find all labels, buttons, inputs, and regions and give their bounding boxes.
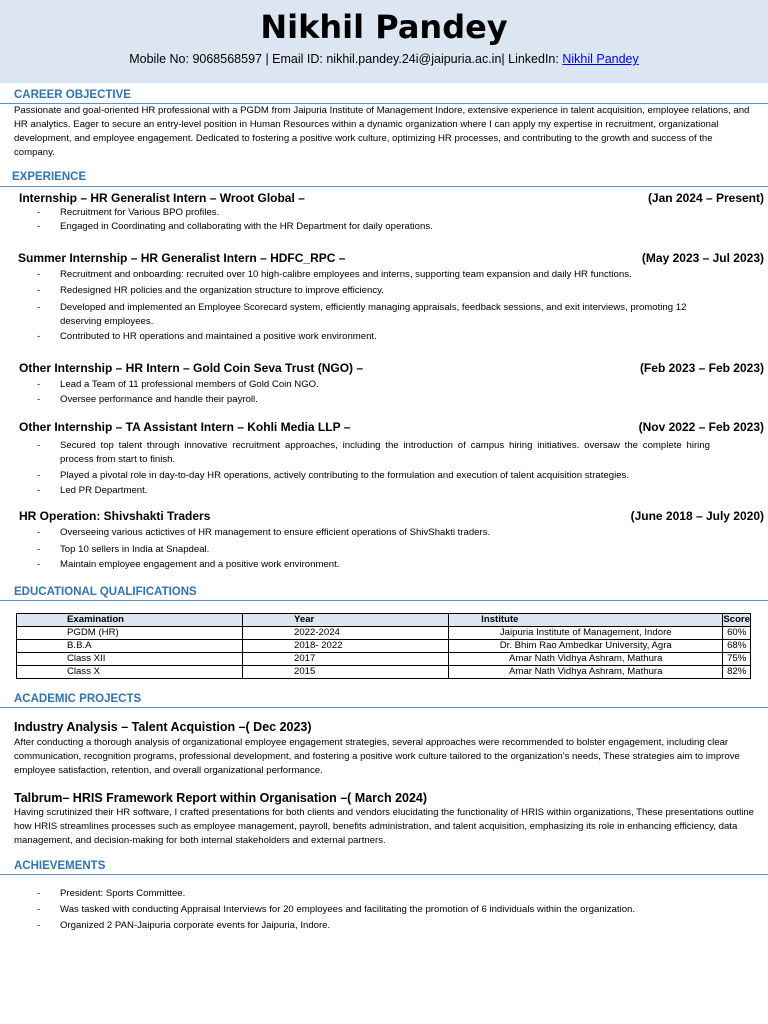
job-title: HR Operation: Shivshakti Traders xyxy=(19,509,211,523)
table-cell: PGDM (HR) xyxy=(17,627,243,640)
section-divider xyxy=(0,600,768,601)
column-header: Examination xyxy=(17,614,243,627)
job-title: Other Internship – TA Assistant Intern – Kohli Media LLP – xyxy=(19,420,351,434)
section-divider xyxy=(0,707,768,708)
job-title: Internship – HR Generalist Intern – Wroot Global – xyxy=(19,191,305,205)
bullet-dash: - xyxy=(37,331,41,342)
section-title-academic-projects: ACADEMIC PROJECTS xyxy=(14,693,142,705)
bullet-dash: - xyxy=(37,285,41,296)
job-dates: (Jan 2024 – Present) xyxy=(647,191,764,205)
project-description: After conducting a thorough analysis of organizational employee engagement strategies, several approaches were recommended to bolster engagement, including clear communication, recognition programs, professional development, and fostering a positive work culture tailored to the organization's needs, These strategies aim to improve employee satisfaction, retention, and overall organizational performance. xyxy=(14,737,740,776)
list-item-text: Redesigned HR policies and the organization structure to improve efficiency. xyxy=(60,285,384,296)
job-dates: (June 2018 – July 2020) xyxy=(630,509,764,523)
section-title-education: EDUCATIONAL QUALIFICATIONS xyxy=(14,586,197,598)
bullet-dash: - xyxy=(37,527,41,538)
table-row xyxy=(17,627,751,640)
table-cell: Amar Nath Vidhya Ashram, Mathura xyxy=(449,666,723,679)
bullet-dash: - xyxy=(37,379,41,390)
list-item-text: Developed and implemented an Employee Scorecard system, efficiently managing appraisals, feedback sessions, and exit interviews, promoting 12 deserving employees. xyxy=(60,302,687,327)
table-cell: 60% xyxy=(723,627,751,640)
bullet-dash: - xyxy=(37,207,41,218)
list-item-text: Top 10 sellers in India at Snapdeal. xyxy=(60,544,210,555)
table-cell: Amar Nath Vidhya Ashram, Mathura xyxy=(449,653,723,666)
table-cell: 2022-2024 xyxy=(242,627,448,640)
bullet-dash: - xyxy=(37,888,41,899)
table-row xyxy=(17,640,751,653)
job-dates: (May 2023 – Jul 2023) xyxy=(641,251,764,265)
table-cell: Class XII xyxy=(17,653,243,666)
list-item-text: Organized 2 PAN-Jaipuria corporate events for Jaipuria, Indore. xyxy=(60,920,331,931)
project-title: Talbrum– HRIS Framework Report within Organisation –( March 2024) xyxy=(14,791,428,805)
section-title-career-objective: CAREER OBJECTIVE xyxy=(14,89,131,101)
contact-details: Mobile No: 9068568597 | Email ID: nikhil.pandey.24i@jaipuria.ac.in| LinkedIn: xyxy=(129,52,563,66)
bullet-dash: - xyxy=(37,269,41,280)
job-title: Summer Internship – HR Generalist Intern – HDFC_RPC – xyxy=(18,251,346,265)
table-cell: Jaipuria Institute of Management, Indore xyxy=(449,627,723,640)
table-cell: 68% xyxy=(723,640,751,653)
linkedin-link[interactable]: Nikhil Pandey xyxy=(562,52,639,66)
candidate-name: Nikhil Pandey xyxy=(260,8,508,46)
list-item-text: Led PR Department. xyxy=(60,485,148,496)
bullet-dash: - xyxy=(37,920,41,931)
column-header: Score xyxy=(723,614,750,625)
table-cell: 75% xyxy=(723,653,751,666)
job-dates: (Nov 2022 – Feb 2023) xyxy=(638,420,764,434)
bullet-dash: - xyxy=(37,440,41,451)
project-title: Industry Analysis – Talent Acquistion –( Dec 2023) xyxy=(14,720,312,734)
list-item-text: Recruitment for Various BPO profiles. xyxy=(60,207,220,218)
bullet-dash: - xyxy=(37,485,41,496)
table-row xyxy=(17,653,751,666)
section-divider xyxy=(0,186,768,187)
table-cell: 2015 xyxy=(242,666,448,679)
list-item-text: Was tasked with conducting Appraisal Interviews for 20 employees and facilitating the promotion of 6 individuals within the organization. xyxy=(60,904,636,915)
section-title-experience: EXPERIENCE xyxy=(12,171,87,183)
contact-line xyxy=(0,52,768,66)
table-cell: Dr. Bhim Rao Ambedkar University, Agra xyxy=(449,640,723,653)
section-divider xyxy=(0,874,768,875)
list-item-text: Played a pivotal role in day-to-day HR operations, actively contributing to the formulation and execution of talent acquisition strategies. xyxy=(60,470,630,481)
list-item-text: Overseeing various actictives of HR management to ensure efficient operations of ShivShakti traders. xyxy=(60,527,491,538)
bullet-dash: - xyxy=(37,302,41,313)
list-item-text: Maintain employee engagement and a positive work environment. xyxy=(60,559,340,570)
education-table xyxy=(16,613,751,679)
bullet-dash: - xyxy=(37,470,41,481)
job-dates: (Feb 2023 – Feb 2023) xyxy=(639,361,764,375)
column-header: Year xyxy=(242,614,448,627)
table-cell: 2018- 2022 xyxy=(242,640,448,653)
section-title-achievements: ACHIEVEMENTS xyxy=(14,860,106,872)
job-title: Other Internship – HR Intern – Gold Coin Seva Trust (NGO) – xyxy=(19,361,364,375)
table-cell: 82% xyxy=(723,666,751,679)
table-cell: 2017 xyxy=(242,653,448,666)
table-row xyxy=(17,666,751,679)
bullet-dash: - xyxy=(37,221,41,232)
bullet-dash: - xyxy=(37,544,41,555)
list-item-text: President: Sports Committee. xyxy=(60,888,186,899)
bullet-dash: - xyxy=(37,559,41,570)
table-cell: B.B.A xyxy=(17,640,243,653)
column-header: Institute xyxy=(449,614,723,627)
list-item-text: Engaged in Coordinating and collaborating with the HR Department for daily operations. xyxy=(60,221,433,232)
list-item-text: Secured top talent through innovative recruitment approaches, including the introduction of campus hiring initiatives. oversaw the complete hiring process from start to finish. xyxy=(60,440,710,465)
table-cell: Class X xyxy=(17,666,243,679)
list-item-text: Oversee performance and handle their payroll. xyxy=(60,394,258,405)
career-objective-text: Passionate and goal-oriented HR professional with a PGDM from Jaipuria Institute of Management Indore, extensive experience in talent acquisition, employee relations, and HR analytics. Eager to secure an entry-level position in Human Resources within a dynamic organization where I can apply my expertise in recruitment, organizational development, and employee engagement. Dedicated to fostering a positive work culture, optimizing HR processes, and contributing to the growth and success of the company. xyxy=(14,105,750,158)
table-header-row xyxy=(17,614,751,627)
list-item-text: Recruitment and onboarding: recruited over 10 high-calibre employees and interns, supporting team expansion and daily HR functions. xyxy=(60,269,632,280)
list-item-text: Contributed to HR operations and maintained a positive work environment. xyxy=(60,331,377,342)
bullet-dash: - xyxy=(37,904,41,915)
project-description: Having scrutinized their HR software, I crafted presentations for both clients and vendors elucidating the functionality of HRIS within organizations, These presentations outline how HRIS streamlines processes such as employee management, payroll, benefits administration, and talent acquisition, emphasizing its role in enhancing efficiency, data management, and decision-making for both internal stakeholders and external partners. xyxy=(14,807,755,846)
bullet-dash: - xyxy=(37,394,41,405)
list-item-text: Lead a Team of 11 professional members of Gold Coin NGO. xyxy=(60,379,319,390)
